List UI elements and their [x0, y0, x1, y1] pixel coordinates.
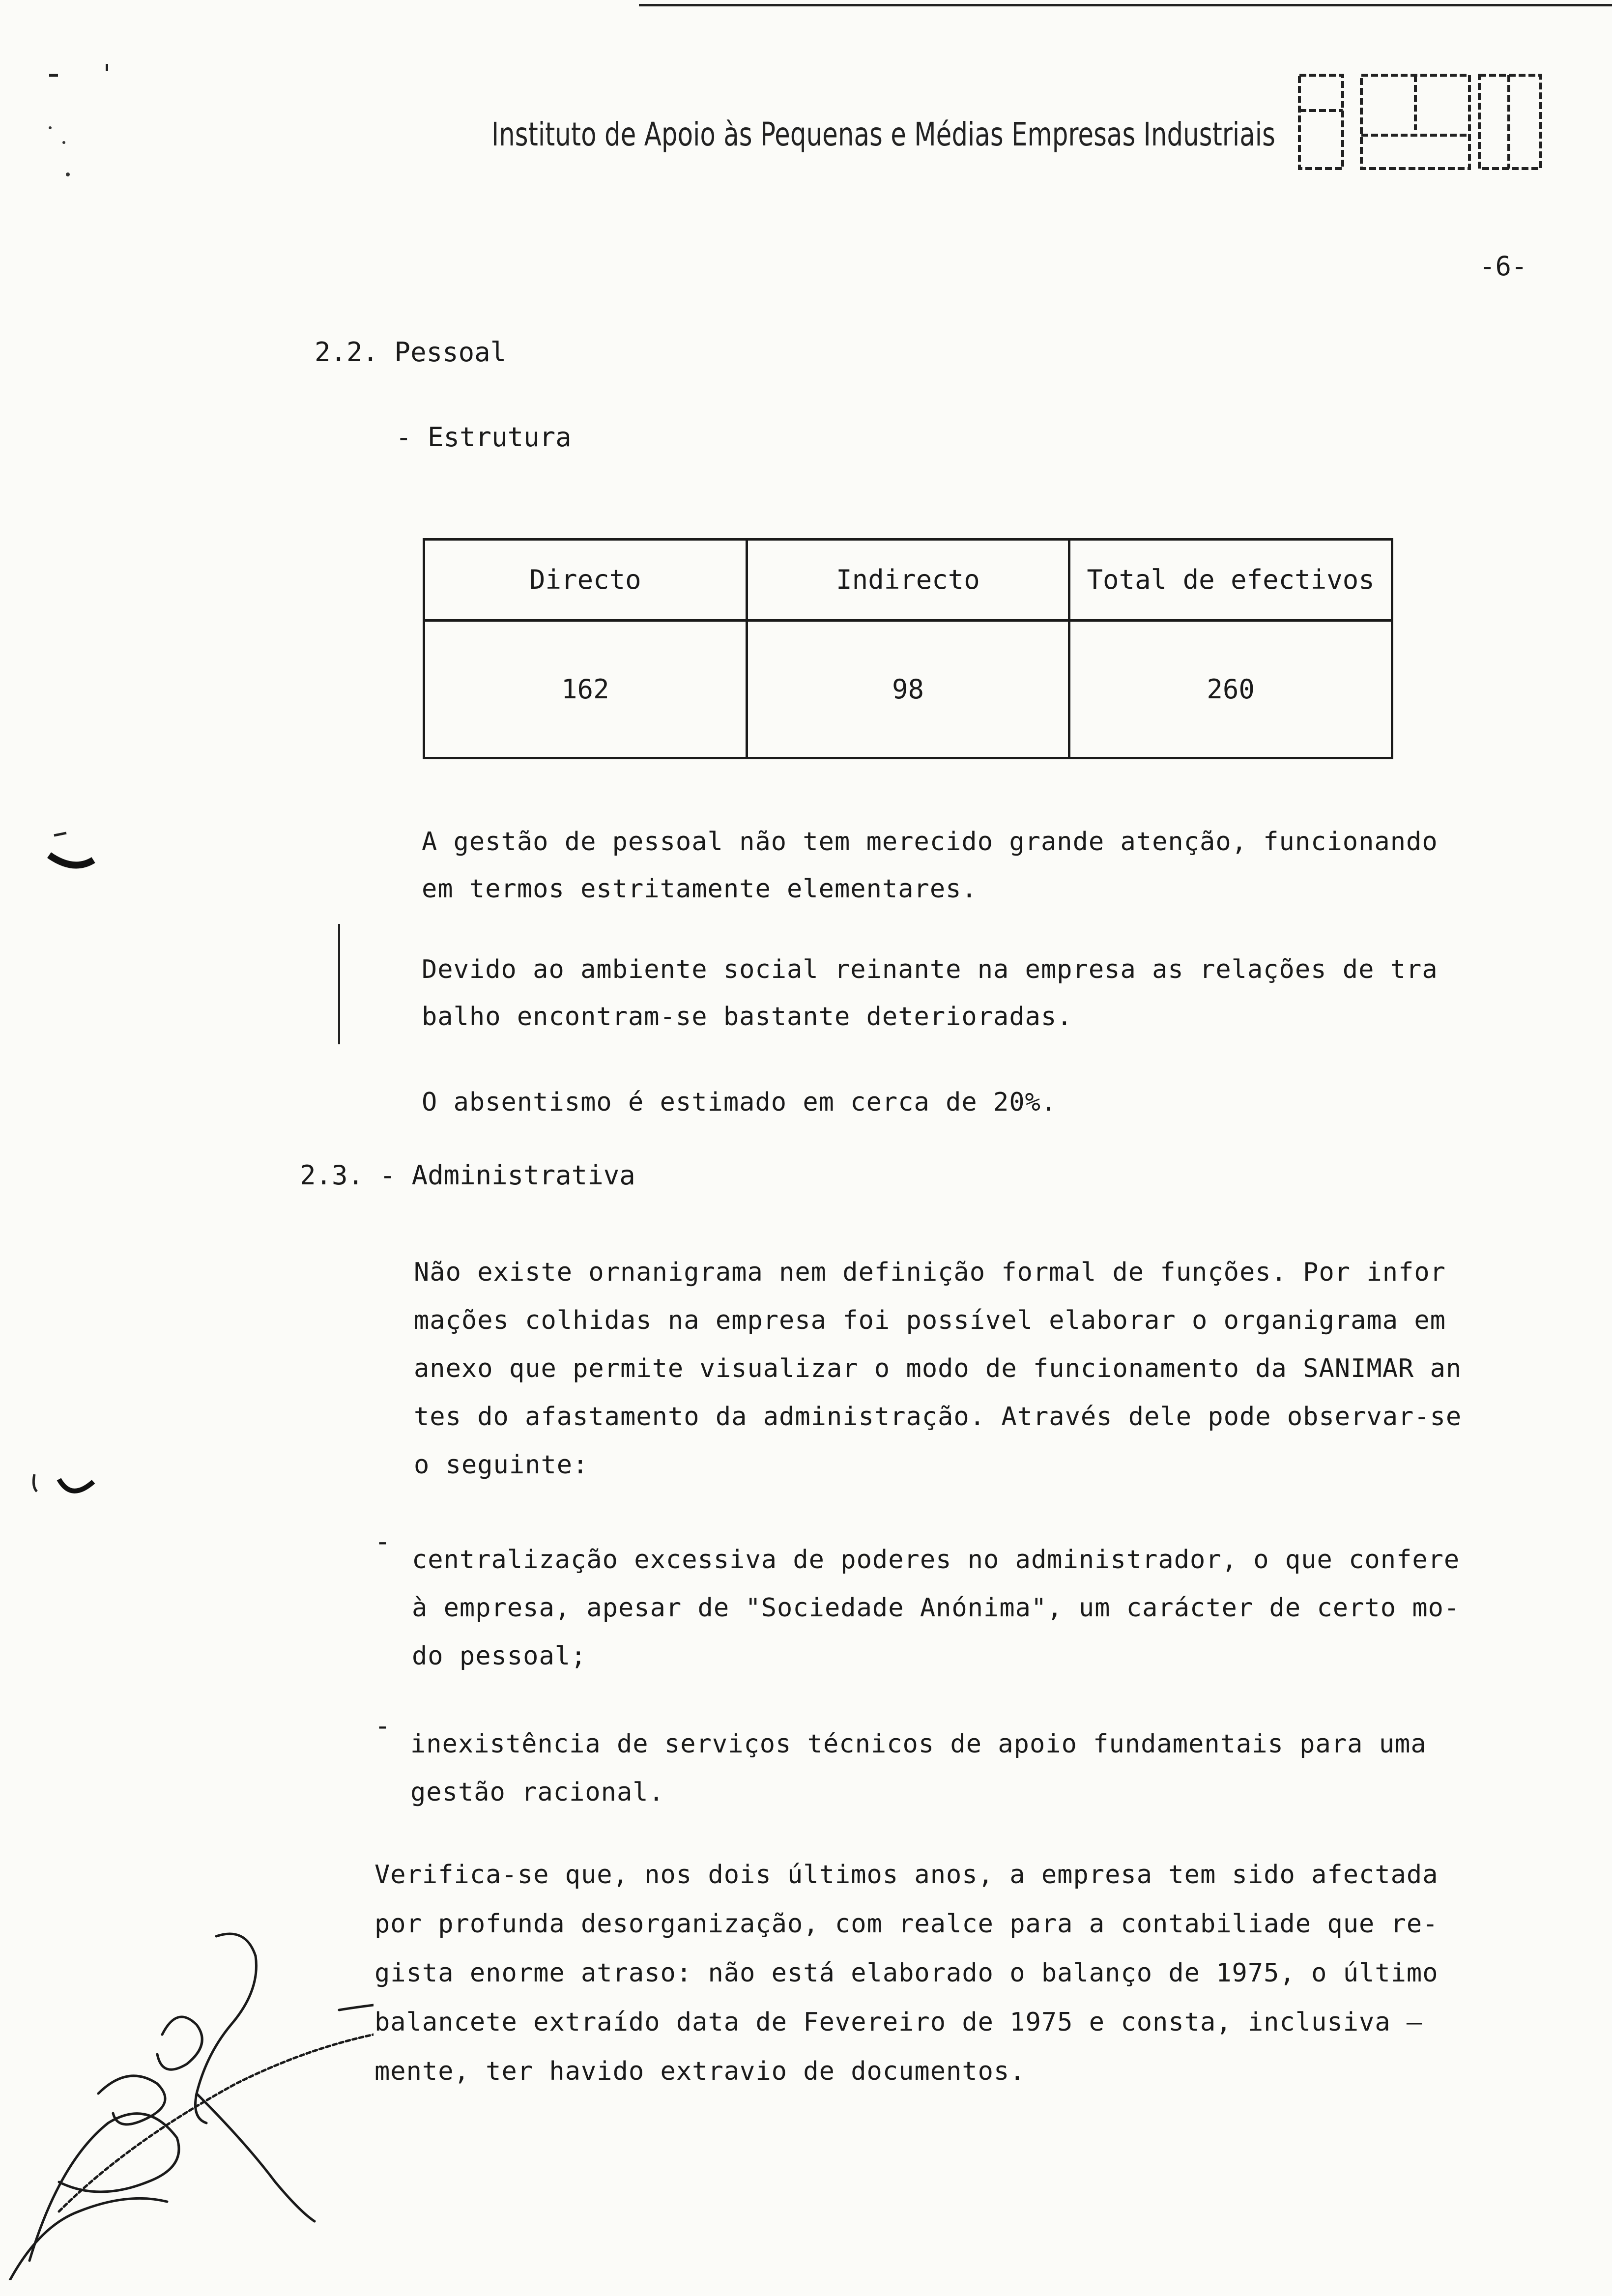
text-line: balancete extraído data de Fevereiro de 1975 e consta, inclusiva —: [374, 2008, 1423, 2037]
handwritten-signature: [0, 1907, 374, 2280]
text-line: gestão racional.: [410, 1778, 664, 1807]
text-line: balho encontram-se bastante deterioradas.: [422, 1002, 1073, 1032]
paragraph: [422, 1079, 1057, 1126]
scan-marks: [44, 49, 123, 197]
text-line: Verifica-se que, nos dois últimos anos, a empresa tem sido afectada: [374, 1860, 1439, 1890]
margin-bar: [338, 924, 340, 1044]
text-line: mações colhidas na empresa foi possível elaborar o organigrama em: [414, 1306, 1446, 1335]
text-line: centralização excessiva de poderes no administrador, o que confere: [412, 1545, 1460, 1575]
text-line: anexo que permite visualizar o modo de funcionamento da SANIMAR an: [414, 1354, 1462, 1383]
page-number: -6-: [1479, 251, 1527, 282]
top-rule: [639, 4, 1612, 6]
text-line: inexistência de serviços técnicos de apoio fundamentais para uma: [410, 1729, 1427, 1759]
text-line: do pessoal;: [412, 1641, 587, 1671]
section-heading-administrativa: 2.3. - Administrativa: [300, 1160, 635, 1191]
text-line: Devido ao ambiente social reinante na empresa as relações de tra: [422, 955, 1438, 984]
text-line: em termos estritamente elementares.: [422, 874, 978, 904]
section-heading-pessoal: 2.2. Pessoal: [315, 337, 507, 368]
text-line: mente, ter havido extravio de documentos.: [374, 2057, 1026, 2086]
closing-paragraph: [374, 1850, 1439, 2096]
table-row: [424, 620, 1392, 758]
paragraph: [422, 818, 1438, 913]
bullet-dash: -: [374, 1710, 391, 1741]
text-line: tes do afastamento da administração. Através dele pode observar-se: [414, 1402, 1462, 1432]
bullet-dash: -: [374, 1526, 391, 1557]
iapmei-logo: [1297, 71, 1543, 172]
text-line: à empresa, apesar de "Sociedade Anónima", um carácter de certo mo-: [412, 1593, 1460, 1623]
table-header-cell: Indirecto: [747, 540, 1069, 621]
table-header-cell: Directo: [424, 540, 747, 621]
text-line: por profunda desorganização, com realce para a contabiliade que re-: [374, 1909, 1439, 1939]
table-header-cell: Total de efectivos: [1069, 540, 1392, 621]
table-cell: 260: [1069, 620, 1392, 758]
institute-name: Instituto de Apoio às Pequenas e Médias Empresas Industriais: [491, 115, 1275, 153]
paragraph: [422, 946, 1438, 1040]
scan-mark-curve: [25, 1460, 108, 1519]
table-cell: 162: [424, 620, 747, 758]
scan-mark-hook: [39, 826, 108, 885]
text-line: Não existe ornanigrama nem definição formal de funções. Por infor: [414, 1258, 1446, 1287]
bullet-item: [410, 1720, 1427, 1816]
text-line: gista enorme atraso: não está elaborado o balanço de 1975, o último: [374, 1958, 1439, 1988]
text-line: A gestão de pessoal não tem merecido grande atenção, funcionando: [422, 827, 1438, 857]
text-line: O absentismo é estimado em cerca de 20%.: [422, 1088, 1057, 1117]
table-header-row: [424, 540, 1392, 621]
bullet-item: [412, 1536, 1460, 1680]
text-line: o seguinte:: [414, 1450, 589, 1480]
table-cell: 98: [747, 620, 1069, 758]
subheading-estrutura: - Estrutura: [396, 422, 572, 453]
intro-paragraph: [414, 1248, 1462, 1489]
staff-table: [423, 538, 1393, 759]
